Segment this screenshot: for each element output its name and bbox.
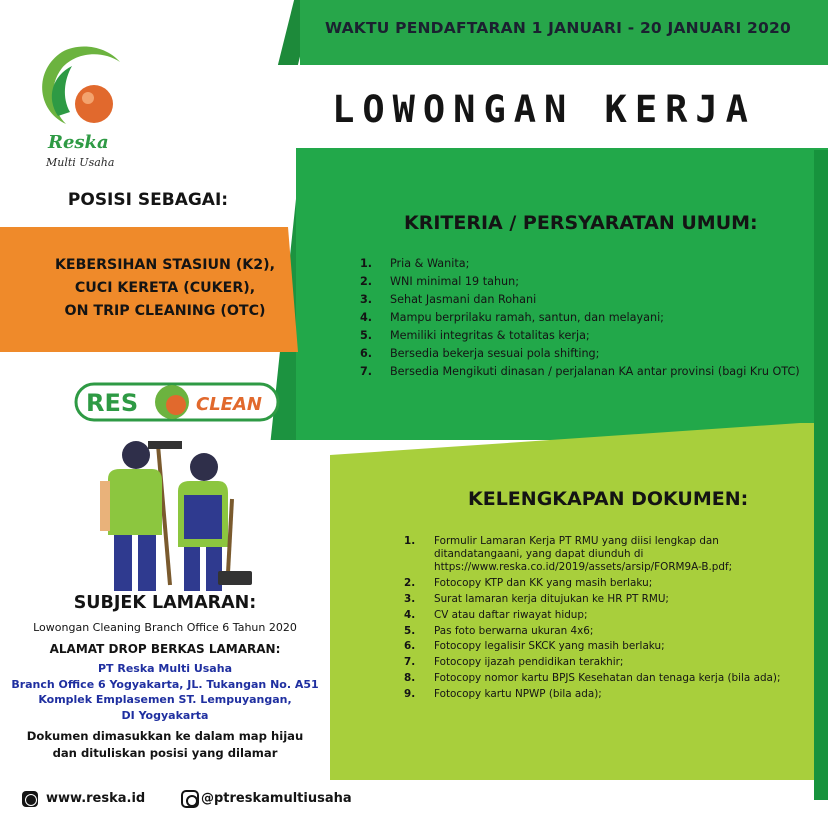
item-number: 2. [404, 577, 416, 590]
instagram-link[interactable]: @ptreskamultiusaha [201, 791, 352, 806]
item-text: Bersedia bekerja sesuai pola shifting; [390, 346, 600, 360]
page-title: LOWONGAN KERJA [332, 88, 756, 131]
list-item [360, 346, 806, 362]
address-block [10, 661, 320, 723]
subject-value: Lowongan Cleaning Branch Office 6 Tahun 2020 [33, 621, 297, 634]
item-number: 4. [404, 608, 416, 621]
resclean-left: RES [86, 389, 139, 417]
item-number: 3. [360, 292, 373, 306]
item-text: Pria & Wanita; [390, 257, 470, 270]
item-text: Fotocopy legalisir SKCK yang masih berlaku; [434, 640, 665, 653]
position-item: CUCI KERETA (CUKER), [74, 280, 256, 296]
resclean-logo [74, 380, 280, 424]
list-item [360, 292, 806, 308]
item-number: 6. [404, 640, 416, 653]
note-line: dan dituliskan posisi yang dilamar [52, 746, 278, 760]
address-line: Branch Office 6 Yogyakarta, JL. Tukangan No. A51 [11, 677, 319, 691]
item-text: CV atau daftar riwayat hidup; [434, 608, 588, 621]
address-line: DI Yogyakarta [121, 708, 209, 722]
documents-title: KELENGKAPAN DOKUMEN: [468, 488, 749, 510]
footer [0, 785, 828, 818]
item-text: Formulir Lamaran Kerja PT RMU yang diisi lengkap dan ditandatangaani, yang dapat diunduh di https://www.reska.co.id/2019/assets/arsip/FORM9A-B.pdf; [434, 535, 733, 574]
item-number: 5. [404, 624, 416, 637]
item-text: Bersedia Mengikuti dinasan / perjalanan KA antar provinsi (bagi Kru OTC) [390, 364, 800, 378]
positions-list [40, 254, 290, 323]
item-text: Sehat Jasmani dan Rohani [390, 292, 537, 306]
instagram-icon [181, 790, 199, 808]
item-number: 1. [360, 257, 373, 270]
item-number: 2. [360, 274, 373, 288]
address-line: PT Reska Multi Usaha [97, 662, 232, 675]
list-item [404, 577, 804, 590]
address-title: ALAMAT DROP BERKAS LAMARAN: [49, 642, 281, 656]
item-number: 5. [360, 328, 373, 342]
globe-icon [22, 791, 38, 807]
item-number: 7. [360, 364, 373, 378]
reska-logo [28, 40, 138, 170]
cleaning-workers-icon [100, 435, 260, 595]
item-text: Pas foto berwarna ukuran 4x6; [434, 624, 594, 637]
list-item [360, 256, 806, 272]
list-item [360, 310, 806, 326]
item-number: 7. [404, 656, 416, 669]
item-text: Memiliki integritas & totalitas kerja; [390, 328, 590, 342]
list-item [404, 593, 804, 606]
item-number: 6. [360, 346, 373, 360]
website-link[interactable]: www.reska.id [46, 791, 146, 806]
item-number: 1. [404, 535, 416, 547]
documents-list [404, 535, 804, 704]
logo-tagline: Multi Usaha [46, 156, 115, 169]
note-line: Dokumen dimasukkan ke dalam map hijau [26, 729, 304, 743]
list-item [360, 328, 806, 344]
list-item [404, 672, 804, 685]
item-text: Fotocopy nomor kartu BPJS Kesehatan dan tenaga kerja (bila ada); [434, 671, 781, 684]
position-item: ON TRIP CLEANING (OTC) [64, 303, 266, 319]
list-item [404, 625, 804, 638]
subject-title: SUBJEK LAMARAN: [73, 593, 257, 613]
list-item [404, 640, 804, 653]
list-item [404, 656, 804, 669]
list-item [404, 609, 804, 622]
criteria-title: KRITERIA / PERSYARATAN UMUM: [404, 212, 758, 234]
address-line: Komplek Emplasemen ST. Lempuyangan, [38, 693, 292, 706]
position-item: KEBERSIHAN STASIUN (K2), [54, 257, 276, 273]
criteria-list [360, 256, 806, 382]
item-text: Fotocopy KTP dan KK yang masih berlaku; [434, 577, 653, 590]
item-text: Surat lamaran kerja ditujukan ke HR PT RMU; [434, 593, 669, 605]
list-item [404, 535, 804, 575]
logo-brand: Reska [48, 132, 109, 153]
item-number: 8. [404, 671, 416, 684]
item-number: 4. [360, 310, 373, 324]
list-item [360, 274, 806, 290]
resclean-right: CLEAN [196, 394, 262, 415]
list-item [404, 688, 804, 701]
item-text: Fotocopy ijazah pendidikan terakhir; [434, 656, 624, 669]
registration-deadline: WAKTU PENDAFTARAN 1 JANUARI - 20 JANUARI 2020 [325, 19, 791, 37]
list-item [360, 364, 806, 380]
item-text: WNI minimal 19 tahun; [390, 274, 519, 288]
item-text: Fotocopy kartu NPWP (bila ada); [434, 687, 602, 700]
submission-note [10, 728, 320, 762]
item-text: Mampu berprilaku ramah, santun, dan melayani; [390, 310, 664, 324]
item-number: 3. [404, 593, 416, 605]
positions-title: POSISI SEBAGAI: [67, 190, 229, 210]
right-accent-strip [814, 150, 828, 800]
item-number: 9. [404, 687, 416, 700]
